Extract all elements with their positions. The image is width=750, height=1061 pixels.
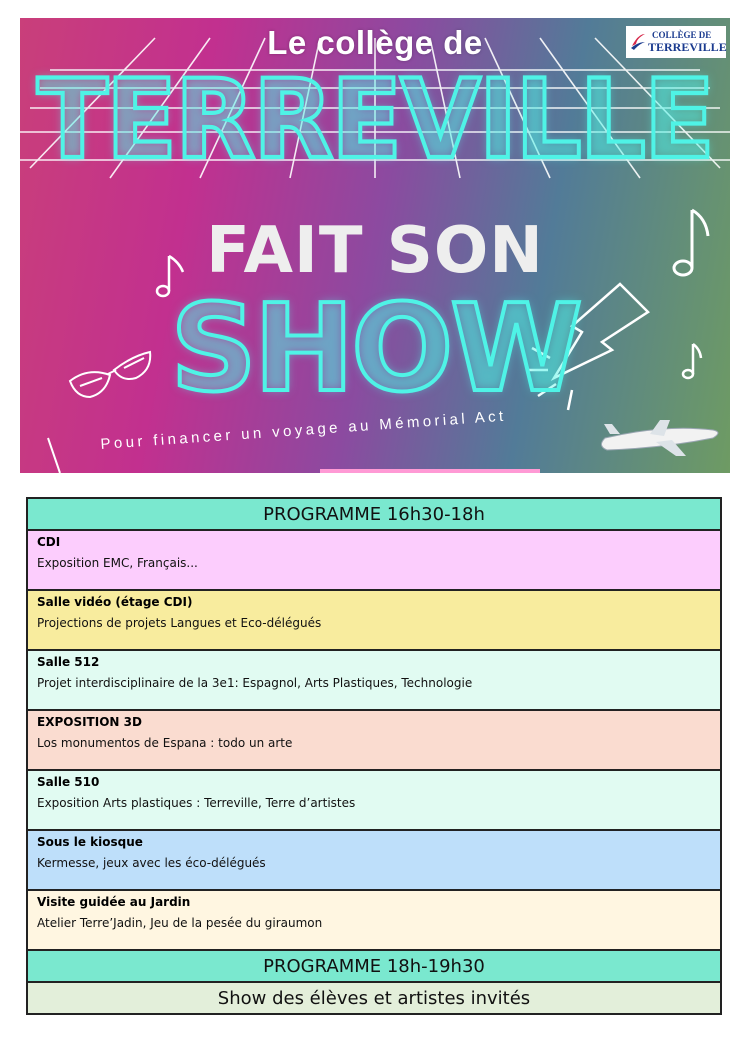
row-desc: Projet interdisciplinaire de la 3e1: Espagnol, Arts Plastiques, Technologie [37,676,473,690]
programme-row-salle-510 [27,770,721,830]
logo-line1: COLLÈGE DE [652,30,712,40]
programme-row-salle-512 [27,650,721,710]
row-title: Salle 512 [37,655,100,669]
row-title: CDI [37,535,61,549]
programme-row-exposition-3d [27,710,721,770]
programme-table [26,497,722,1015]
airplane-icon [601,420,718,456]
programme-header-1: PROGRAMME 16h30-18h [27,498,721,530]
row-desc: Projections de projets Langues et Eco-délégués [37,616,322,630]
programme-row-cdi [27,530,721,590]
logo-line2: TERREVILLE [648,40,727,54]
row-desc: Atelier Terre’Jadin, Jeu de la pesée du giraumon [37,916,323,930]
event-poster [20,18,730,473]
decor-line [48,438,60,473]
row-title: EXPOSITION 3D [37,715,142,729]
row-desc: Exposition Arts plastiques : Terreville, Terre d’artistes [37,796,356,810]
row-desc: Kermesse, jeux avec les éco-délégués [37,856,266,870]
programme-row-kiosque [27,830,721,890]
programme-header-2: PROGRAMME 18h-19h30 [27,950,721,982]
poster-title: TERREVILLE [37,54,713,184]
row-title: Salle vidéo (étage CDI) [37,595,193,609]
row-desc: Los monumentos de Espana : todo un arte [37,736,293,750]
programme-row-jardin [27,890,721,950]
decor-bar [320,469,540,473]
poster-pre-title: Le collège de [267,24,483,61]
row-title: Sous le kiosque [37,835,143,849]
poster-subtitle: Pour financer un voyage au Mémorial Act [100,407,508,453]
poster-show-title: SHOW [170,280,580,419]
show-line: Show des élèves et artistes invités [27,982,721,1014]
row-desc: Exposition EMC, Français... [37,556,198,570]
poster-middle-title: FAIT SON [206,214,544,288]
programme-row-salle-video [27,590,721,650]
row-title: Salle 510 [37,775,100,789]
row-title: Visite guidée au Jardin [37,895,191,909]
